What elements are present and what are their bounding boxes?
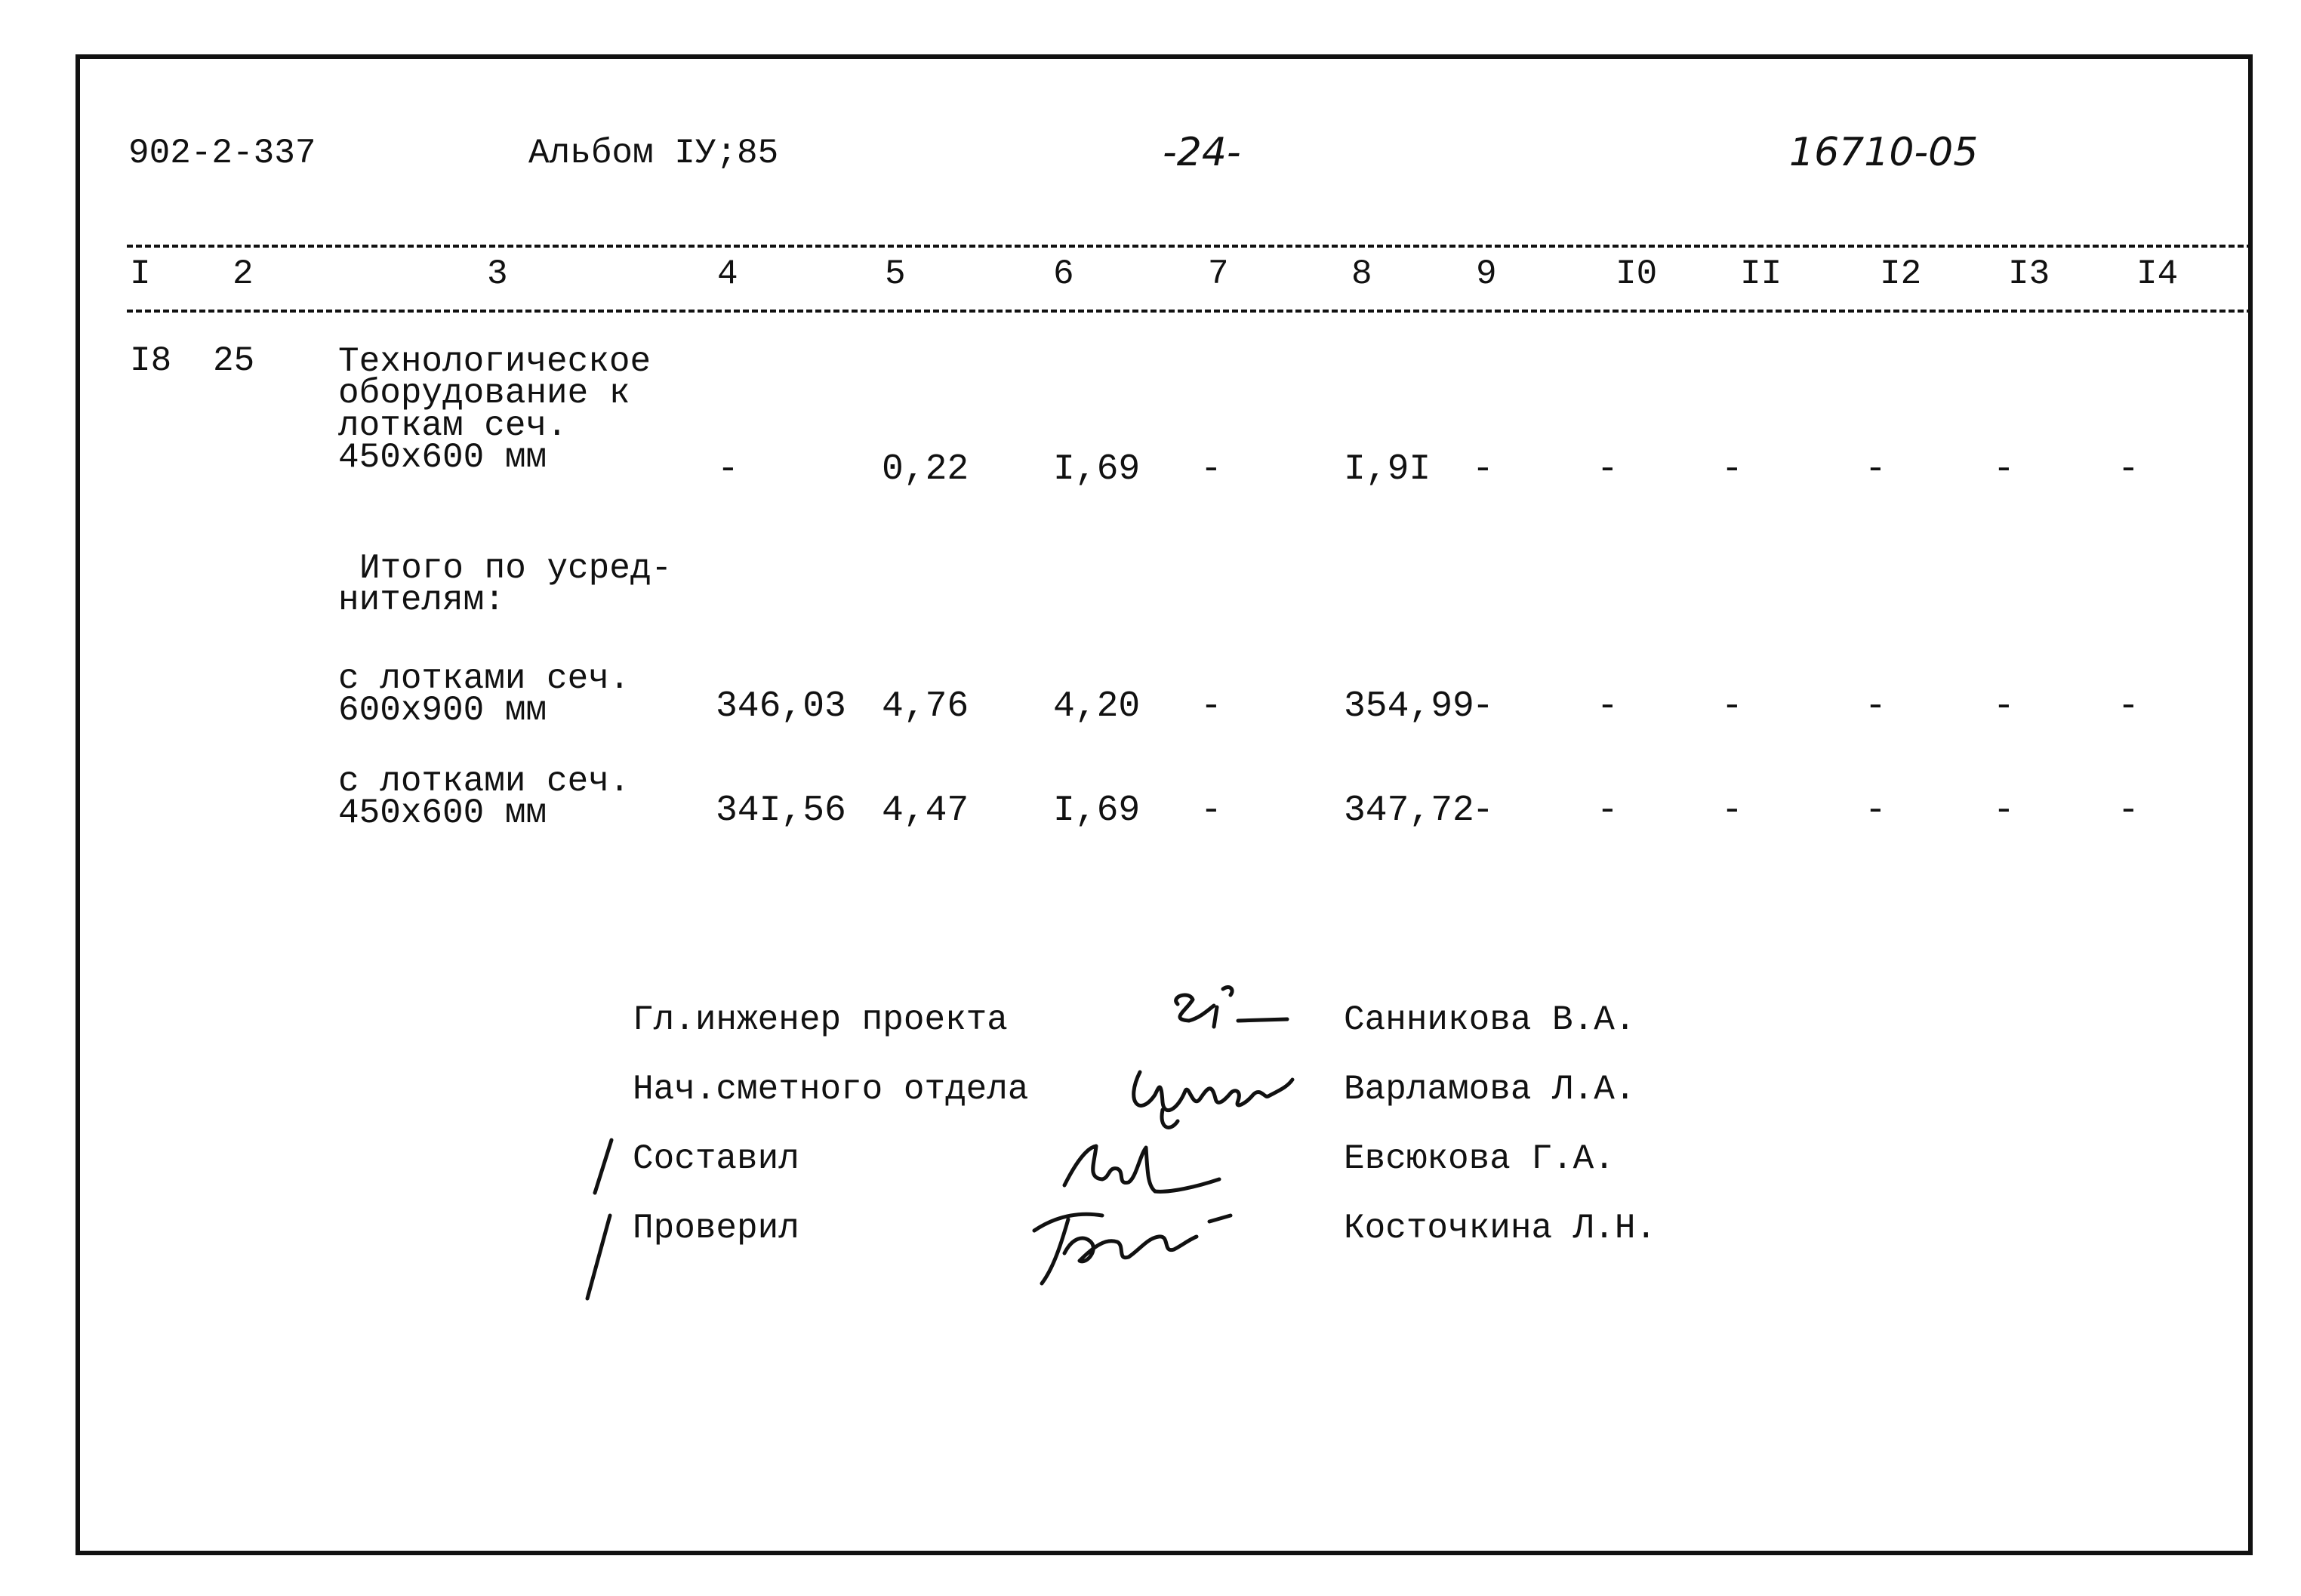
column-header: I3 (2008, 254, 2050, 294)
column-header: I0 (1616, 254, 1658, 294)
cell-c13: - (1993, 449, 2015, 490)
signature-chief-engineer (1147, 974, 1298, 1042)
cell-c11: - (1721, 449, 1743, 490)
cell-c13: - (1993, 686, 2015, 727)
signer-name: Евсюкова Г.А. (1344, 1139, 1615, 1179)
cell-c14: - (2118, 686, 2139, 727)
column-header: 6 (1053, 254, 1074, 294)
row-number: I8 (130, 341, 172, 381)
cell-c9: - (1472, 686, 1494, 727)
cell-c5: 4,47 (882, 790, 969, 831)
cell-c11: - (1721, 686, 1743, 727)
header-rule-top (127, 245, 2253, 248)
cell-c4: 34I,56 (716, 790, 846, 831)
signer-role: Проверил (633, 1209, 799, 1248)
row-position: 25 (213, 341, 255, 381)
cell-c8: 354,99 (1344, 686, 1474, 727)
cell-c14: - (2118, 449, 2139, 490)
cell-c12: - (1865, 790, 1887, 831)
cell-c6: 4,20 (1053, 686, 1141, 727)
signer-name: Варламова Л.А. (1344, 1070, 1636, 1109)
subtotal-title: Итого по усред- нителям: (338, 549, 673, 621)
column-header: 9 (1476, 254, 1497, 294)
subtotal-description: с лотками сеч. 600х900 мм (338, 659, 630, 731)
doc-code: 902-2-337 (128, 134, 316, 173)
page-number: -24- (1163, 130, 1241, 175)
signature-estimates-head (1117, 1057, 1314, 1140)
signer-role: Гл.инженер проекта (633, 1000, 1008, 1040)
cell-c9: - (1472, 790, 1494, 831)
signer-role: Нач.сметного отдела (633, 1070, 1029, 1109)
column-header: I (130, 254, 151, 294)
cell-c5: 4,76 (882, 686, 969, 727)
cell-c6: I,69 (1053, 449, 1141, 490)
cell-c6: I,69 (1053, 790, 1141, 831)
signature-checker (1012, 1193, 1253, 1299)
cell-c5: 0,22 (882, 449, 969, 490)
cell-c12: - (1865, 449, 1887, 490)
cell-c13: - (1993, 790, 2015, 831)
cell-c10: - (1597, 790, 1619, 831)
subtotal-description: с лотками сеч. 450х600 мм (338, 762, 630, 833)
cell-c10: - (1597, 686, 1619, 727)
cell-c4: 346,03 (716, 686, 846, 727)
cell-c7: - (1200, 790, 1222, 831)
column-header: 4 (717, 254, 738, 294)
cell-c4: - (717, 449, 739, 490)
cell-c10: - (1597, 449, 1619, 490)
cell-c8: I,9I (1344, 449, 1431, 490)
cell-c12: - (1865, 686, 1887, 727)
column-header: I2 (1880, 254, 1922, 294)
cell-c7: - (1200, 686, 1222, 727)
column-header: 7 (1208, 254, 1229, 294)
cell-c9: - (1472, 449, 1494, 490)
column-header: 5 (885, 254, 906, 294)
column-header: II (1740, 254, 1782, 294)
column-header: 8 (1351, 254, 1372, 294)
cell-c8: 347,72 (1344, 790, 1474, 831)
sheet-code: 16710-05 (1789, 130, 1979, 175)
bracket-mark (581, 1132, 627, 1306)
column-header: 3 (487, 254, 508, 294)
signer-name: Санникова В.А. (1344, 1000, 1636, 1040)
row-description: Технологическое оборудование к лоткам сеч. 450х600 мм (338, 342, 651, 477)
signer-role: Составил (633, 1139, 799, 1179)
cell-c11: - (1721, 790, 1743, 831)
signer-name: Косточкина Л.Н. (1344, 1209, 1657, 1248)
album-label: Альбом IУ;85 (528, 134, 779, 173)
column-header: I4 (2136, 254, 2179, 294)
column-header: 2 (233, 254, 254, 294)
cell-c7: - (1200, 449, 1222, 490)
cell-c14: - (2118, 790, 2139, 831)
header-rule-bottom (127, 310, 2253, 313)
